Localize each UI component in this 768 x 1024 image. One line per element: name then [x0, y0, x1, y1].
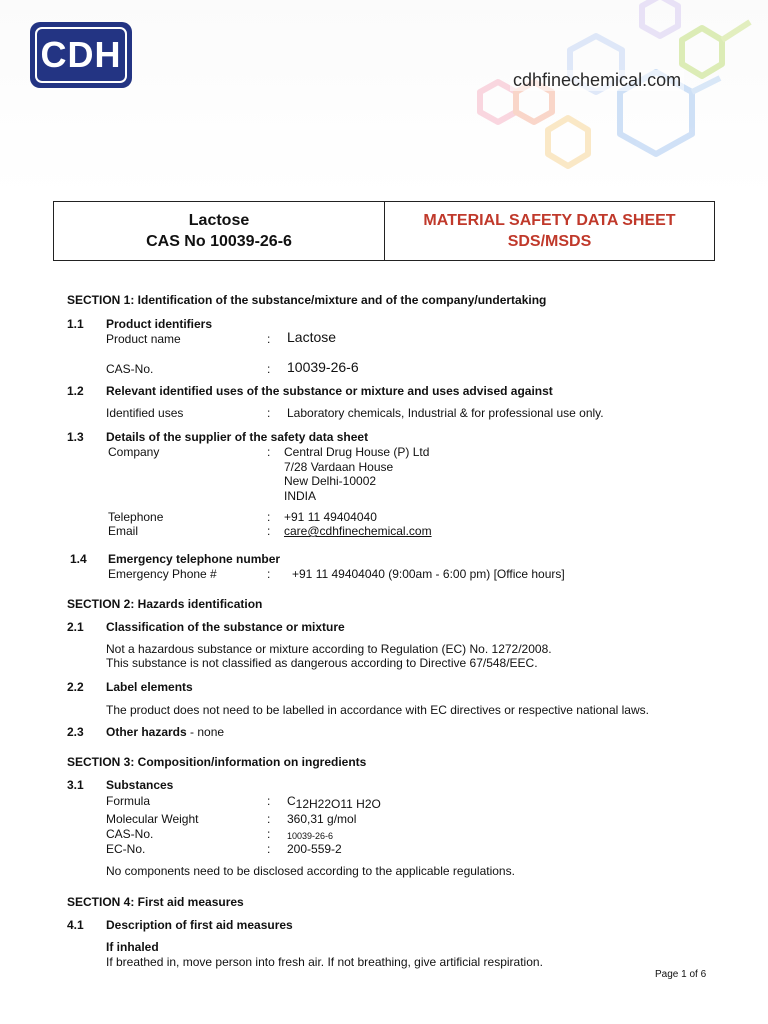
colon: : — [267, 332, 271, 346]
subsection-title: Relevant identified uses of the substance or mixture and uses advised against — [106, 384, 553, 398]
paragraph: No components need to be disclosed according to the applicable regulations. — [106, 864, 515, 878]
field-label: EC-No. — [106, 842, 146, 856]
product-cas: CAS No 10039-26-6 — [146, 233, 292, 250]
field-label: Formula — [106, 794, 151, 808]
field-label: Identified uses — [106, 406, 184, 420]
subsection-title: Label elements — [106, 680, 193, 694]
product-title-cell — [54, 202, 385, 260]
page-label: Page — [655, 969, 679, 980]
address-line: Central Drug House (P) Ltd — [284, 445, 430, 459]
paragraph: The product does not need to be labelled in accordance with EC directives or respective national laws. — [106, 703, 649, 717]
formula-c: C — [287, 794, 296, 808]
subsection-title: Classification of the substance or mixture — [106, 620, 345, 634]
field-value: Laboratory chemicals, Industrial & for professional use only. — [287, 406, 604, 420]
cdh-logo — [30, 22, 132, 88]
formula-rest: 12H22O11 H2O — [295, 797, 381, 811]
address-line: New Delhi-10002 — [284, 474, 377, 488]
subsection-number: 2.2 — [67, 680, 84, 694]
colon: : — [267, 362, 271, 376]
field-label: Company — [108, 445, 160, 459]
colon: : — [267, 567, 271, 581]
page-total: 6 — [700, 969, 707, 980]
paragraph: Not a hazardous substance or mixture according to Regulation (EC) No. 1272/2008. — [106, 642, 552, 656]
page-number — [655, 968, 706, 982]
subsection-line — [106, 725, 224, 739]
subsection-number: 1.4 — [70, 552, 87, 566]
field-label: Emergency Phone # — [108, 567, 217, 581]
subsection-number: 2.1 — [67, 620, 84, 634]
subsection-title: Details of the supplier of the safety data sheet — [106, 430, 369, 444]
subsection-title: Other hazards — [106, 725, 187, 739]
subsection-number: 1.2 — [67, 384, 84, 398]
section-4-heading: SECTION 4: First aid measures — [67, 895, 244, 909]
product-title: Lactose — [188, 212, 250, 229]
subsection-number: 1.3 — [67, 430, 84, 444]
colon: : — [267, 524, 271, 538]
colon: : — [267, 510, 271, 524]
address-line: INDIA — [284, 489, 317, 503]
field-value: 10039-26-6 — [287, 359, 359, 375]
field-label: Product name — [106, 332, 181, 346]
address-line: 7/28 Vardaan House — [284, 460, 394, 474]
field-label: Molecular Weight — [106, 812, 199, 826]
subsection-number: 3.1 — [67, 778, 84, 792]
field-label: CAS-No. — [106, 827, 154, 841]
subsection-title: Description of first aid measures — [106, 918, 293, 932]
colon: : — [267, 794, 271, 808]
logo-text: CDH — [35, 27, 127, 83]
title-box — [53, 201, 715, 261]
paragraph: If breathed in, move person into fresh air. If not breathing, give artificial respiration. — [106, 955, 543, 969]
section-2-heading: SECTION 2: Hazards identification — [67, 597, 263, 611]
subsection-number: 2.3 — [67, 725, 84, 739]
colon: : — [267, 406, 271, 420]
colon: : — [267, 445, 271, 459]
section-1-heading: SECTION 1: Identification of the substance/mixture and of the company/undertaking — [67, 293, 547, 307]
field-label: Email — [108, 524, 139, 538]
colon: : — [267, 827, 271, 841]
subsection-title: Emergency telephone number — [108, 552, 281, 566]
section-3-heading: SECTION 3: Composition/information on ingredients — [67, 755, 367, 769]
subsection-number: 4.1 — [67, 918, 84, 932]
formula-value — [287, 794, 381, 811]
field-value: 10039-26-6 — [287, 831, 334, 841]
colon: : — [267, 812, 271, 826]
doc-subtitle: SDS/MSDS — [507, 233, 592, 250]
paragraph: - none — [186, 725, 225, 739]
subsection-title: Product identifiers — [106, 317, 213, 331]
subsection-number: 1.1 — [67, 317, 84, 331]
paragraph: This substance is not classified as dangerous according to Directive 67/548/EEC. — [106, 656, 538, 670]
field-value: 200-559-2 — [287, 842, 342, 856]
doc-title-cell — [385, 202, 714, 260]
website-url: cdhfinechemical.com — [510, 70, 684, 91]
subsection-title: Substances — [106, 778, 174, 792]
subheading: If inhaled — [106, 940, 159, 954]
field-value: 360,31 g/mol — [287, 812, 357, 826]
field-label: Telephone — [108, 510, 164, 524]
field-value: +91 11 49404040 (9:00am - 6:00 pm) [Office hours] — [292, 567, 565, 581]
molecule-graphic — [420, 0, 768, 200]
colon: : — [267, 842, 271, 856]
page-of: of — [689, 969, 698, 980]
field-label: CAS-No. — [106, 362, 154, 376]
page-current: 1 — [681, 969, 687, 980]
email-link[interactable]: care@cdhfinechemical.com — [284, 524, 432, 538]
field-value: +91 11 49404040 — [284, 510, 377, 524]
doc-title: MATERIAL SAFETY DATA SHEET — [423, 212, 676, 229]
field-value: Lactose — [287, 329, 337, 345]
